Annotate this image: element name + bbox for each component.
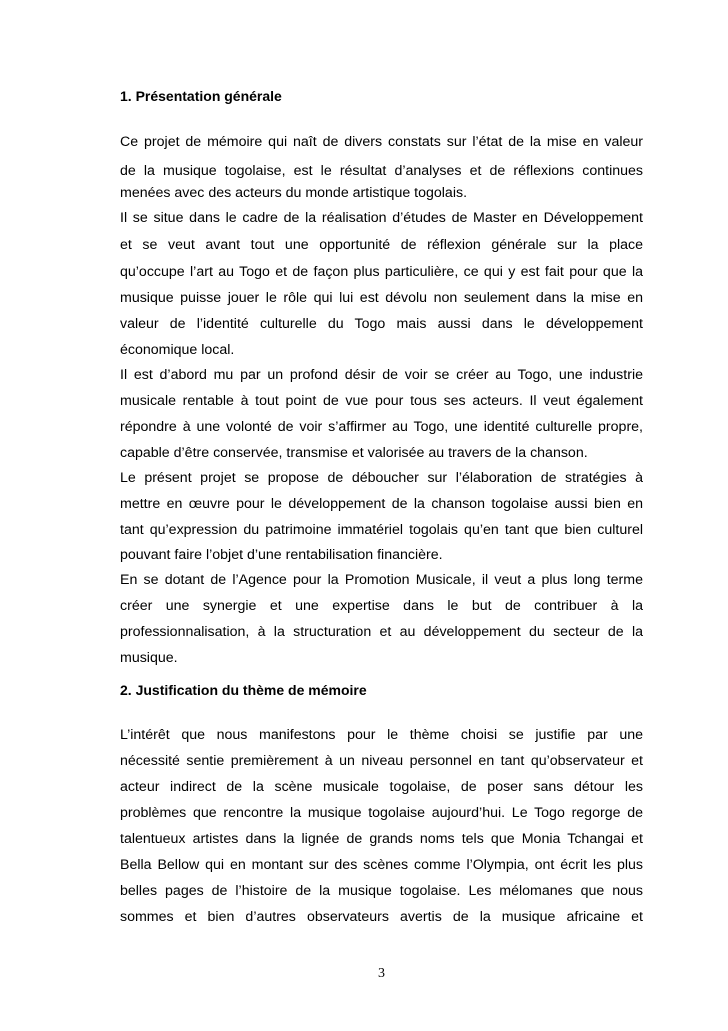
page-number: 3 — [378, 966, 385, 981]
paragraph-line: qu’occupe l’art au Togo et de façon plus particulière, ce qui y est fait pour que la — [120, 264, 643, 280]
paragraph-line: tant qu’expression du patrimoine immatériel togolais qu’en tant que bien culturel — [120, 522, 643, 538]
paragraph-line: économique local. — [120, 342, 235, 358]
paragraph-line: menées avec des acteurs du monde artistique togolais. — [120, 185, 468, 201]
paragraph-line: pouvant faire l’objet d’une rentabilisation financière. — [120, 547, 443, 563]
paragraph-line: musicale rentable à tout point de vue pour tous ses acteurs. Il veut également — [120, 393, 643, 409]
paragraph-line: L’intérêt que nous manifestons pour le thème choisi se justifie par une — [120, 727, 643, 743]
paragraph-line: de la musique togolaise, est le résultat d’analyses et de réflexions continues — [120, 163, 643, 179]
paragraph-line: belles pages de l’histoire de la musique togolaise. Les mélomanes que nous — [120, 883, 643, 899]
paragraph-line: Le présent projet se propose de déboucher sur l’élaboration de stratégies à — [120, 470, 643, 486]
paragraph-line: répondre à une volonté de voir s’affirmer au Togo, une identité culturelle propre, — [120, 419, 643, 435]
section-heading-presentation: 1. Présentation générale — [120, 88, 282, 104]
paragraph-line: acteur indirect de la scène musicale togolaise, de poser sans détour les — [120, 779, 643, 795]
paragraph-line: et se veut avant tout une opportunité de réflexion générale sur la place — [120, 237, 643, 253]
paragraph-line: valeur de l’identité culturelle du Togo mais aussi dans le développement — [120, 316, 643, 332]
paragraph-line: talentueux artistes dans la lignée de grands noms tels que Monia Tchangai et — [120, 831, 643, 847]
paragraph-line: musique puisse jouer le rôle qui lui est dévolu non seulement dans la mise en — [120, 290, 643, 306]
paragraph-line: En se dotant de l’Agence pour la Promotion Musicale, il veut a plus long terme — [120, 572, 643, 588]
section-heading-justification: 2. Justification du thème de mémoire — [120, 682, 367, 698]
paragraph-line: Il se situe dans le cadre de la réalisation d’études de Master en Développement — [120, 210, 643, 226]
paragraph-line: professionnalisation, à la structuration et au développement du secteur de la — [120, 624, 643, 640]
paragraph-line: Il est d’abord mu par un profond désir de voir se créer au Togo, une industrie — [120, 367, 643, 383]
paragraph-line: capable d’être conservée, transmise et valorisée au travers de la chanson. — [120, 445, 588, 461]
paragraph-line: Ce projet de mémoire qui naît de divers constats sur l’état de la mise en valeur — [120, 134, 643, 150]
paragraph-line: musique. — [120, 650, 178, 666]
paragraph-line: mettre en œuvre pour le développement de la chanson togolaise aussi bien en — [120, 496, 643, 512]
paragraph-line: sommes et bien d’autres observateurs avertis de la musique africaine et — [120, 909, 643, 925]
paragraph-line: problèmes que rencontre la musique togolaise aujourd’hui. Le Togo regorge de — [120, 805, 643, 821]
paragraph-line: créer une synergie et une expertise dans le but de contribuer à la — [120, 598, 643, 614]
paragraph-line: nécessité sentie premièrement à un niveau personnel en tant qu’observateur et — [120, 753, 643, 769]
document-page — [120, 0, 643, 1031]
paragraph-line: Bella Bellow qui en montant sur des scènes comme l’Olympia, ont écrit les plus — [120, 857, 643, 873]
